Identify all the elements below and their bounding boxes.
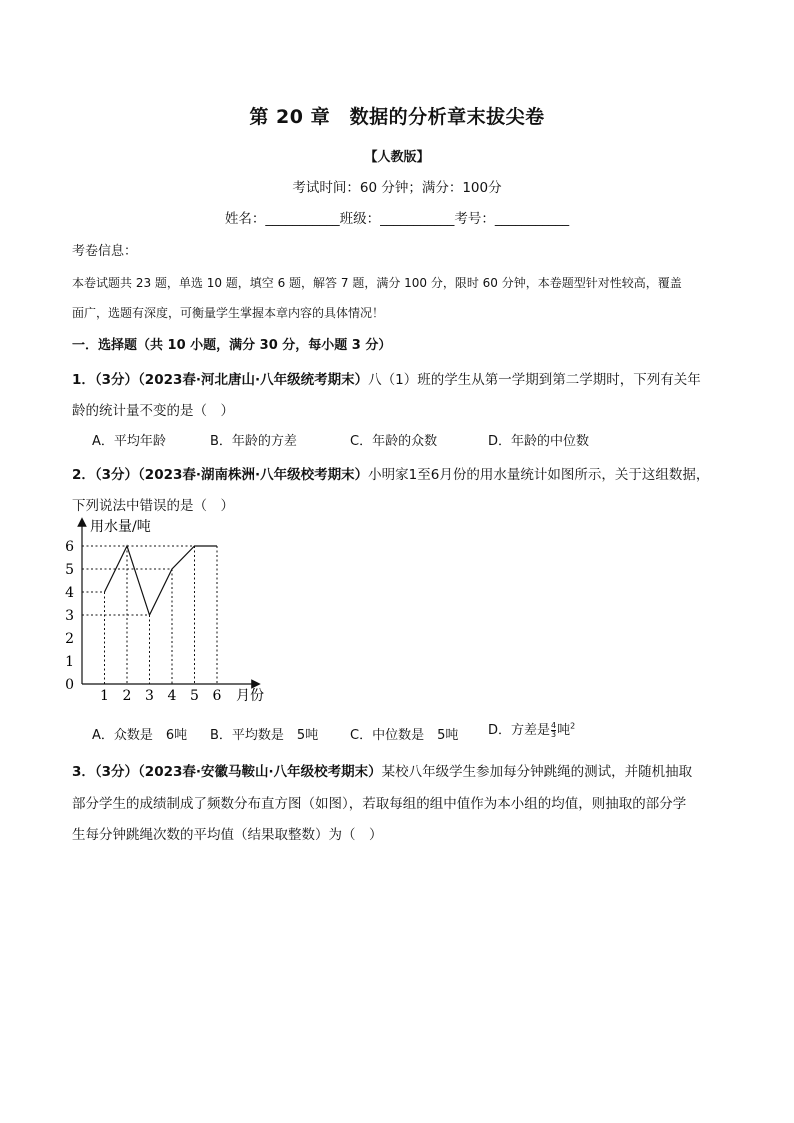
fraction-four-thirds	[551, 722, 556, 739]
student-fields: 姓名：___________班级：___________考号：___________	[224, 211, 570, 227]
question-2-line-2: 下列说法中错误的是（ ）	[72, 498, 234, 514]
question-3-number: 3．（3分）	[72, 764, 139, 780]
y-tick-label: 0	[65, 677, 74, 693]
question-1-line-2: 龄的统计量不变的是（ ）	[72, 403, 234, 419]
info-line-2: 面广，选题有深度，可衡量学生掌握本章内容的具体情况！	[72, 306, 385, 320]
y-tick-label: 4	[65, 585, 74, 601]
question-3-line-3: 生每分钟跳绳次数的平均值（结果取整数）为（ ）	[72, 827, 383, 843]
question-1-option-b: B．年龄的方差	[210, 434, 297, 449]
y-tick-label: 1	[65, 654, 74, 670]
y-axis-label: 用水量/吨	[90, 519, 151, 535]
question-1-number: 1．（3分）	[72, 372, 139, 388]
question-3-line-2: 部分学生的成绩制成了频数分布直方图（如图），若取每组的组中值作为本小组的均值，则抽取的部分学	[72, 796, 687, 812]
option-d-unit: 吨	[557, 723, 571, 738]
option-d-exponent: 2	[570, 721, 576, 731]
info-heading: 考卷信息：	[72, 244, 138, 259]
page-title: 第 20 章 数据的分析章末拔尖卷	[249, 106, 545, 128]
question-3-text: 某校八年级学生参加每分钟跳绳的测试，并随机抽取	[381, 764, 693, 780]
question-2-source: （2023春·湖南株洲·八年级校考期末）	[138, 467, 369, 483]
y-tick-label: 6	[65, 539, 74, 555]
question-1-option-c: C．年龄的众数	[350, 434, 438, 449]
fraction-denominator: 3	[551, 730, 557, 739]
question-2-option-b: B．平均数是 5吨	[210, 728, 319, 743]
series-line	[105, 546, 218, 615]
x-tick-label: 4	[167, 688, 177, 704]
x-tick-label: 6	[212, 688, 222, 704]
section-1-title: 一．选择题（共 10 小题，满分 30 分，每小题 3 分）	[72, 338, 392, 353]
question-2-line-1	[72, 463, 709, 483]
question-2-text: 小明家1至6月份的用水量统计如图所示，关于这组数据，	[368, 467, 710, 483]
edition-label: 【人教版】	[364, 150, 430, 165]
x-tick-label: 3	[145, 688, 154, 704]
question-2-option-a: A．众数是 6吨	[92, 728, 188, 743]
question-1-option-d: D．年龄的中位数	[488, 434, 590, 449]
question-2-option-d	[488, 719, 575, 739]
fraction-numerator: 4	[551, 721, 557, 730]
x-tick-label: 5	[190, 688, 199, 704]
option-d-prefix: D．方差是	[488, 723, 551, 738]
question-1-line-1	[72, 368, 701, 388]
y-tick-label: 2	[65, 631, 74, 647]
question-2-option-c: C．中位数是 5吨	[350, 728, 459, 743]
question-3-line-1	[72, 760, 692, 780]
question-1-text: 八（1）班的学生从第一学期到第二学期时，下列有关年	[368, 372, 701, 388]
question-1-option-a: A．平均年龄	[92, 434, 166, 449]
question-2-number: 2．（3分）	[72, 467, 139, 483]
y-tick-label: 3	[65, 608, 74, 624]
y-tick-label: 5	[65, 562, 74, 578]
x-tick-label: 2	[122, 688, 132, 704]
x-tick-label: 1	[100, 688, 109, 704]
x-axis-label: 月份	[236, 688, 264, 704]
exam-time: 考试时间：60 分钟；满分：100分	[292, 180, 502, 196]
water-usage-chart	[60, 516, 290, 712]
info-line-1: 本卷试题共 23 题，单选 10 题，填空 6 题，解答 7 题，满分 100 分，限时 60 分钟，本卷题型针对性较高，覆盖	[72, 276, 682, 290]
question-3-source: （2023春·安徽马鞍山·八年级校考期末）	[138, 764, 382, 780]
question-1-source: （2023春·河北唐山·八年级统考期末）	[138, 372, 369, 388]
